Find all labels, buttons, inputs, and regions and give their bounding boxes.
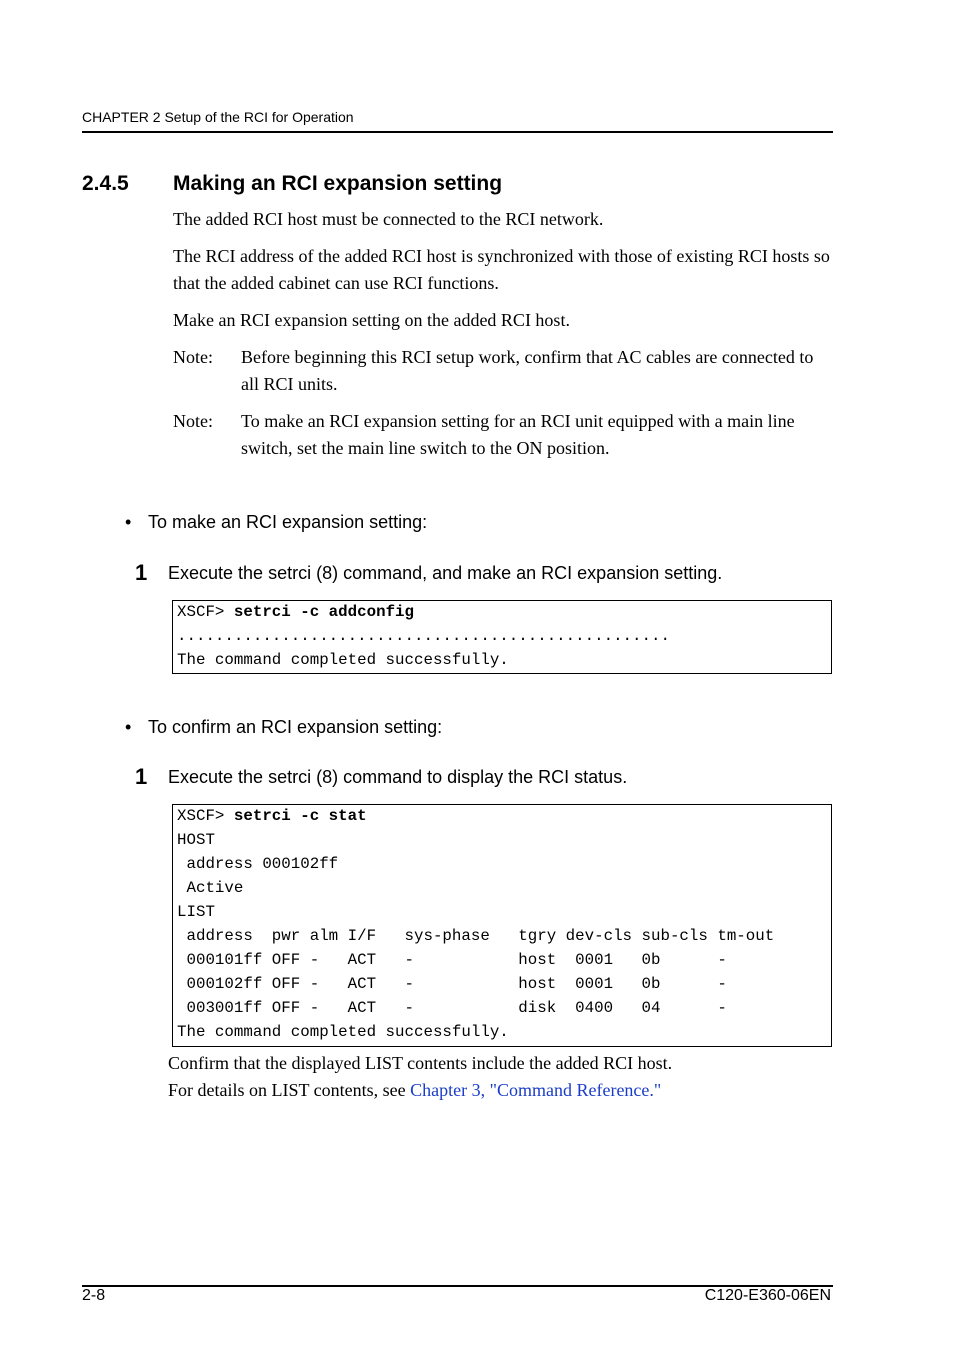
code-line: LIST [177,903,215,921]
details-prefix: For details on LIST contents, see [168,1080,411,1100]
running-head: CHAPTER 2 Setup of the RCI for Operation [82,109,354,125]
confirm-text: Confirm that the displayed LIST contents include the added RCI host. [168,1053,673,1073]
code-block-stat [172,804,832,1047]
note-text-1: Before beginning this RCI setup work, confirm that AC cables are connected to all RCI units. [241,347,814,394]
paragraph-1: The added RCI host must be connected to the RCI network. [173,209,604,229]
code-line: 000102ff OFF - ACT - host 0001 0b - [177,975,727,993]
paragraph-3: Make an RCI expansion setting on the added RCI host. [173,310,570,330]
code-prompt: XSCF> [177,807,234,825]
code-line: 000101ff OFF - ACT - host 0001 0b - [177,951,727,969]
note-label-1: Note: [173,347,213,367]
step-text-2: Execute the setrci (8) command to display the RCI status. [168,767,628,787]
chapter-3-link[interactable]: Chapter 3, "Command Reference." [410,1080,662,1100]
code-command: setrci -c stat [233,807,367,825]
code-line: 003001ff OFF - ACT - disk 0400 04 - [177,999,727,1017]
code-line: .................................................... [177,627,670,645]
step-number-1: 1 [135,560,148,585]
bullet-mark-1: • [125,512,132,532]
code-command: setrci -c addconfig [233,603,415,621]
procedure-heading-2: To confirm an RCI expansion setting: [148,717,443,737]
details-text [168,1077,661,1104]
header-rule [82,131,833,133]
note-text-2: To make an RCI expansion setting for an RCI unit equipped with a main line switch, set the main line switch to the ON position. [241,411,795,458]
document-code: C120-E360-06EN [704,1287,831,1304]
code-command-line [177,804,367,828]
section-title: Making an RCI expansion setting [173,172,503,195]
paragraph-2: The RCI address of the added RCI host is synchronized with those of existing RCI hosts so that the added cabinet can use RCI functions. [173,246,830,293]
code-line: HOST [177,831,215,849]
bullet-mark-2: • [125,717,132,737]
note-label-2: Note: [173,411,213,431]
procedure-heading-1: To make an RCI expansion setting: [148,512,428,532]
code-line: The command completed successfully. [177,651,509,669]
section-number: 2.4.5 [82,172,129,195]
code-line: address 000102ff [177,855,339,873]
code-line: address pwr alm I/F sys-phase tgry dev-cls sub-cls tm-out [177,927,775,945]
page-number: 2-8 [82,1287,106,1304]
code-block-addconfig [172,600,832,674]
code-prompt: XSCF> [177,603,234,621]
code-line: Active [177,879,244,897]
step-text-1: Execute the setrci (8) command, and make an RCI expansion setting. [168,563,723,583]
code-command-line [177,600,414,624]
code-line: The command completed successfully. [177,1023,509,1041]
step-number-2: 1 [135,764,148,789]
